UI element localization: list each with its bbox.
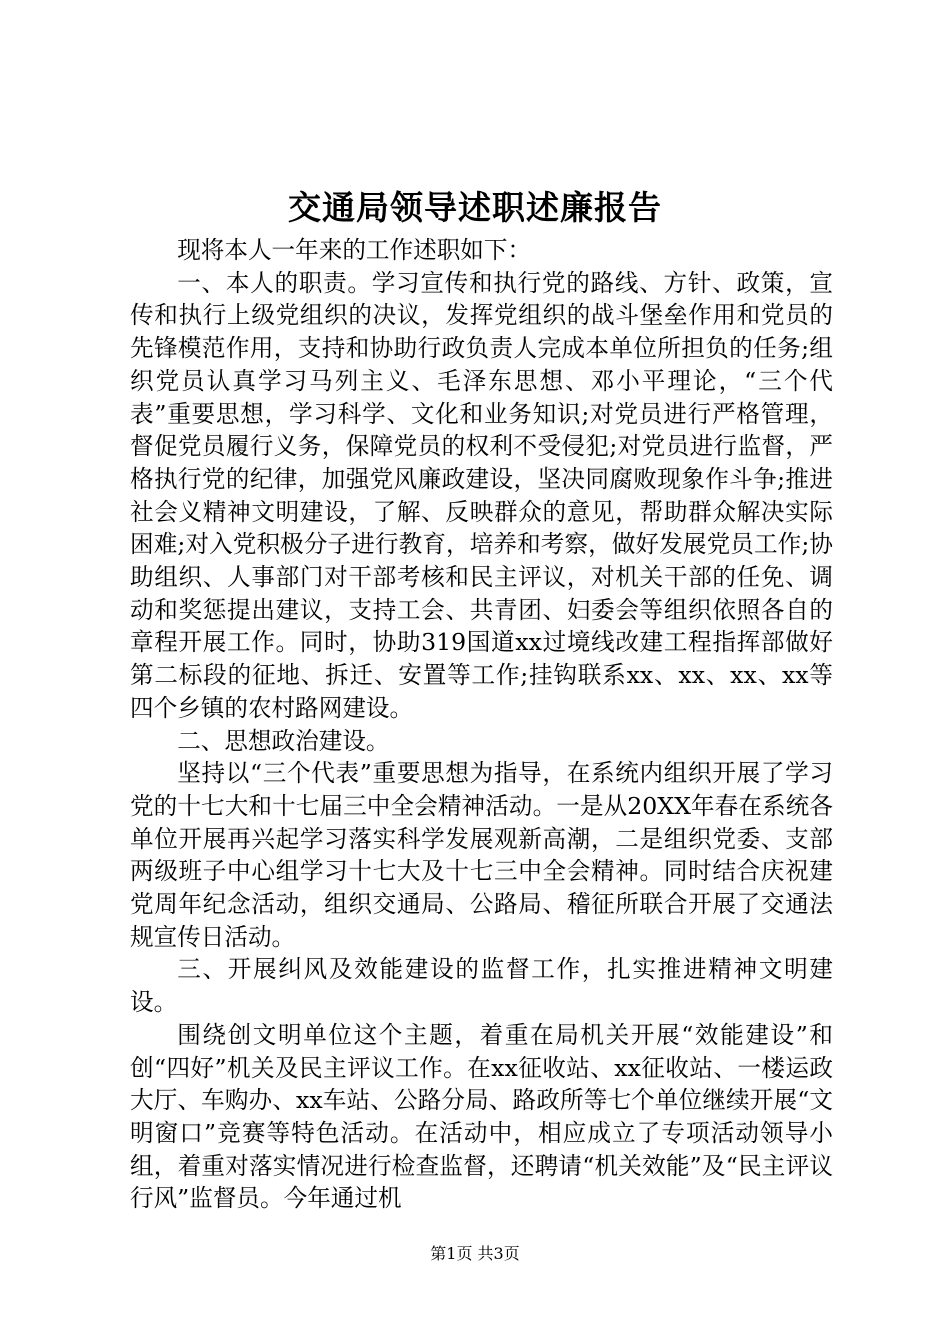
paragraph-section-3-heading: 三、开展纠风及效能建设的监督工作，扎实推进精神文明建设。	[130, 955, 833, 1017]
paragraph-section-2-body: 坚持以“三个代表”重要思想为指导，在系统内组织开展了学习党的十七大和十七届三中全会精神活动。一是从20XX年春在系统各单位开展再兴起学习落实科学发展观新高潮，二是组织党委、支部两级班子中心组学习十七大及十七三中全会精神。同时结合庆祝建党周年纪念活动，组织交通局、公路局、稽征所联合开展了交通法规宣传日活动。	[130, 759, 833, 951]
paragraph-intro: 现将本人一年来的工作述职如下：	[177, 236, 532, 264]
paragraph-section-1: 一、本人的职责。学习宣传和执行党的路线、方针、政策，宣传和执行上级党组织的决议，发挥党组织的战斗堡垒作用和党员的先锋模范作用，支持和协助行政负责人完成本单位所担负的任务;组织党员认真学习马列主义、毛泽东思想、邓小平理论，“三个代表”重要思想，学习科学、文化和业务知识;对党员进行严格管理，督促党员履行义务，保障党员的权利不受侵犯;对党员进行监督，严格执行党的纪律，加强党风廉政建设，坚决同腐败现象作斗争;推进社会义精神文明建设，了解、反映群众的意见，帮助群众解决实际困难;对入党积极分子进行教育，培养和考察，做好发展党员工作;协助组织、人事部门对干部考核和民主评议，对机关干部的任免、调动和奖惩提出建议，支持工会、共青团、妇委会等组织依照各自的章程开展工作。同时，协助319国道xx过境线改建工程指挥部做好第二标段的征地、拆迁、安置等工作;挂钩联系xx、xx、xx、xx等四个乡镇的农村路网建设。	[130, 268, 833, 722]
document-title: 交通局领导述职述廉报告	[288, 188, 662, 227]
paragraph-section-2-heading: 二、思想政治建设。	[177, 726, 390, 755]
page-footer: 第1页 共3页	[430, 1244, 520, 1263]
paragraph-section-3-body: 围绕创文明单位这个主题，着重在局机关开展“效能建设”和创“四好”机关及民主评议工作。在xx征收站、xx征收站、一楼运政大厅、车购办、xx车站、公路分局、路政所等七个单位继续开展“文明窗口”竞赛等特色活动。在活动中，相应成立了专项活动领导小组，着重对落实情况进行检查监督，还聘请“机关效能”及“民主评议行风”监督员。今年通过机	[130, 1020, 833, 1213]
document-body	[130, 234, 833, 1215]
